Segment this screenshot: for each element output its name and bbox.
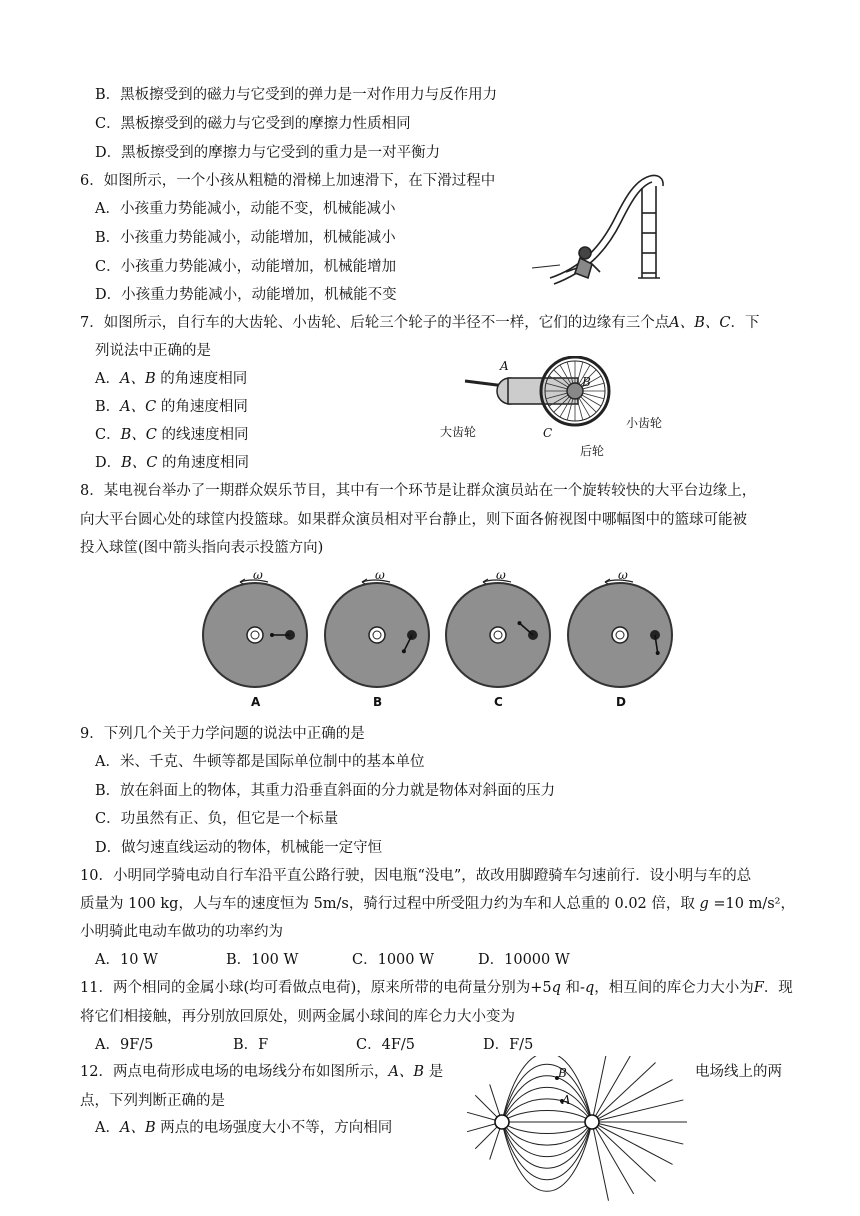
fig-point-a: A <box>500 359 509 373</box>
slide-figure <box>530 168 670 293</box>
q10-option-d: D．10000 W <box>478 952 570 968</box>
fig-point-b: B <box>582 375 591 389</box>
q7-option-d: D．B、C 的角速度相同 <box>95 455 249 471</box>
q7-stem-line1: 7．如图所示，自行车的大齿轮、小齿轮、后轮三个轮子的半径不一样，它们的边缘有三个点A、B、C．下 <box>80 315 760 331</box>
q7-stem-line2: 列说法中正确的是 <box>95 343 211 359</box>
q9-option-a: A．米、千克、牛顿等都是国际单位制中的基本单位 <box>95 754 425 770</box>
q10-option-b: B．100 W <box>226 952 299 968</box>
field-point-b: B <box>558 1066 567 1080</box>
q9-stem: 9．下列几个关于力学问题的说法中正确的是 <box>80 726 365 742</box>
fig-point-c: C <box>543 426 553 440</box>
q6-option-c: C．小孩重力势能减小，动能增加，机械能增加 <box>95 259 397 275</box>
q6-stem: 6．如图所示，一个小孩从粗糙的滑梯上加速滑下，在下滑过程中 <box>80 173 496 189</box>
q10-option-a: A．10 W <box>95 952 158 968</box>
q10-stem-line2: 质量为 100 kg，人与车的速度恒为 5m/s，骑行过程中所受阻力约为车和人总重的 0.02 倍，取 g =10 m/s²， <box>80 896 795 912</box>
q6-option-d: D．小孩重力势能减小，动能增加，机械能不变 <box>95 287 397 303</box>
bicycle-gear-figure <box>460 356 640 436</box>
q11-option-a: A．9F/5 <box>95 1037 154 1053</box>
omega-label-d: ω <box>618 568 628 582</box>
q5-option-b: B．黑板擦受到的磁力与它受到的弹力是一对作用力与反作用力 <box>95 87 498 103</box>
q9-option-b: B．放在斜面上的物体，其重力沿垂直斜面的分力就是物体对斜面的压力 <box>95 783 556 799</box>
q9-option-d: D．做匀速直线运动的物体，机械能一定守恒 <box>95 840 383 856</box>
q10-option-c: C．1000 W <box>352 952 435 968</box>
platform-label-d: D <box>616 695 626 709</box>
field-point-a: A <box>562 1093 571 1107</box>
platform-diagram-b <box>312 570 442 700</box>
q5-option-d: D．黑板擦受到的摩擦力与它受到的重力是一对平衡力 <box>95 145 441 161</box>
q10-stem-line1: 10．小明同学骑电动自行车沿平直公路行驶，因电瓶“没电”，故改用脚蹬骑车匀速前行．设小明与车的总 <box>80 868 752 884</box>
q7-option-c: C．B、C 的线速度相同 <box>95 427 249 443</box>
q11-stem-line1: 11．两个相同的金属小球(均可看做点电荷)，原来所带的电荷量分别为+5q 和-q，相互间的库仑力大小为F．现 <box>80 980 793 996</box>
q8-stem-line2: 向大平台圆心处的球筐内投篮球。如果群众演员相对平台静止，则下面各俯视图中哪幅图中的篮球可能被 <box>80 512 747 528</box>
electric-field-figure <box>462 1056 692 1208</box>
fig-label-big-gear: 大齿轮 <box>440 425 477 439</box>
q5-option-c: C．黑板擦受到的磁力与它受到的摩擦力性质相同 <box>95 116 411 132</box>
q6-option-a: A．小孩重力势能减小，动能不变，机械能减小 <box>95 201 396 217</box>
q12-stem-line2: 点，下列判断正确的是 <box>80 1093 225 1109</box>
q12-option-a: A．A、B 两点的电场强度大小不等，方向相同 <box>95 1120 393 1136</box>
platform-diagram-c <box>433 570 563 700</box>
q11-option-d: D．F/5 <box>483 1037 534 1053</box>
fig-label-small-gear: 小齿轮 <box>626 416 663 430</box>
platform-diagram-d <box>555 570 685 700</box>
q9-option-c: C．功虽然有正、负，但它是一个标量 <box>95 811 339 827</box>
platform-label-b: B <box>373 695 383 709</box>
q8-stem-line1: 8．某电视台举办了一期群众娱乐节目，其中有一个环节是让群众演员站在一个旋转较快的大平台边缘上， <box>80 483 757 499</box>
omega-label-b: ω <box>375 568 385 582</box>
q6-option-b: B．小孩重力势能减小，动能增加，机械能减小 <box>95 230 396 246</box>
q11-option-b: B．F <box>233 1037 269 1053</box>
q11-stem-line2: 将它们相接触，再分别放回原处，则两金属小球间的库仑力大小变为 <box>80 1009 515 1025</box>
q10-stem-line3: 小明骑此电动车做功的功率约为 <box>80 924 283 940</box>
q11-option-c: C．4F/5 <box>356 1037 415 1053</box>
q8-stem-line3: 投入球筐(图中箭头指向表示投篮方向) <box>80 540 324 556</box>
platform-label-a: A <box>251 695 261 709</box>
fig-label-rear-wheel: 后轮 <box>580 444 605 458</box>
platform-diagram-a <box>190 570 320 700</box>
platform-label-c: C <box>494 695 503 709</box>
q7-option-a: A．A、B 的角速度相同 <box>95 371 248 387</box>
omega-label-c: ω <box>496 568 506 582</box>
q12-stem-line1-end: 电场线上的两 <box>695 1064 782 1080</box>
q7-option-b: B．A、C 的角速度相同 <box>95 399 248 415</box>
q12-stem-line1: 12．两点电荷形成电场的电场线分布如图所示，A、B 是 <box>80 1064 444 1080</box>
omega-label-a: ω <box>253 568 263 582</box>
